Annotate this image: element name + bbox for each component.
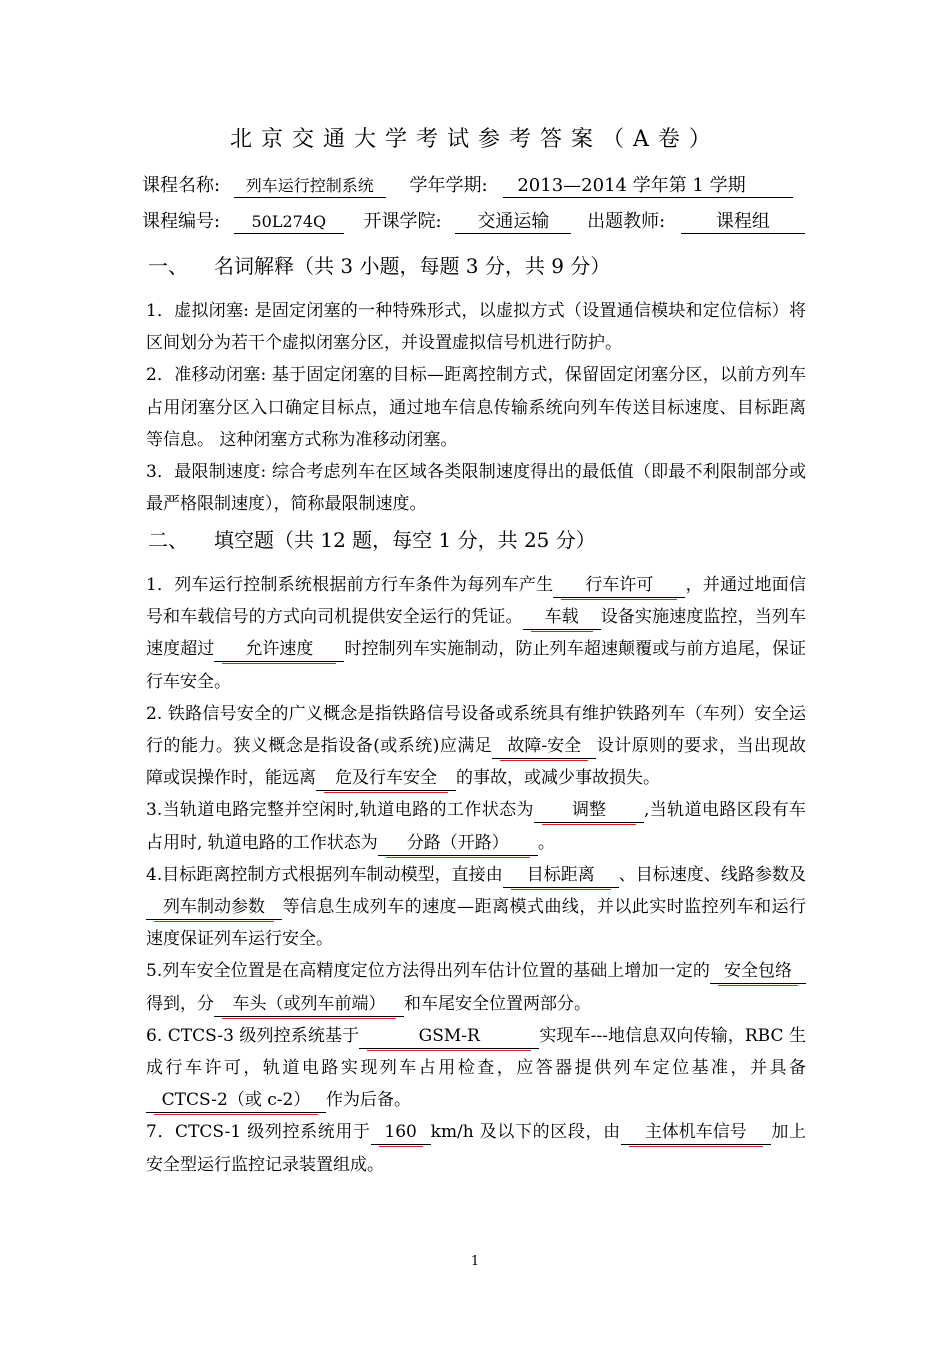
answer-blank: 分路（开路）	[378, 831, 538, 856]
page-title: 北京交通大学考试参考答案（A卷）	[230, 127, 720, 152]
page-number: 1	[470, 1254, 480, 1269]
answer-blank: 车头（或列车前端）	[214, 992, 404, 1017]
section-2-body	[146, 569, 806, 1181]
course-code-label: 课程编号:	[142, 211, 221, 232]
section-1-title: 名词解释（共 3 小题，每题 3 分，共 9 分）	[214, 254, 611, 278]
fill-question-1: 1．列车运行控制系统根据前方行车条件为每列车产生 行车许可 ，并通过地面信号和车载信号的方式向司机提供安全运行的凭证。 车载 设备实施速度监控，当列车速度超过 允许速度 时控制列车实施制动，防止列车超速颠覆或与前方追尾，保证行车安全。	[146, 575, 807, 692]
section-1-heading	[148, 250, 610, 279]
section-2-heading	[148, 524, 596, 553]
answer-blank: 160	[371, 1120, 431, 1145]
section-1-number: 一、	[148, 254, 188, 278]
answer-blank: 安全包络	[710, 959, 806, 984]
answer-blank: 允许速度	[214, 637, 344, 662]
course-code-value: 50L274Q	[234, 211, 344, 234]
term-label: 学年学期:	[409, 175, 488, 196]
section-1-body	[146, 295, 806, 520]
fill-question-3: 3.当轨道电路完整并空闲时,轨道电路的工作状态为 调整 ,当轨道电路区段有车占用时, 轨道电路的工作状态为 分路（开路） 。	[146, 794, 806, 858]
answer-blank: 主体机车信号	[621, 1120, 771, 1145]
college-label: 开课学院:	[363, 211, 442, 232]
fill-question-4: 4.目标距离控制方式根据列车制动模型，直接由 目标距离 、目标速度、线路参数及列车制动参数 等信息生成列车的速度—距离模式曲线，并以此实时监控列车和运行速度保证列车运行安全。	[146, 864, 806, 950]
college-value: 交通运输	[455, 211, 571, 234]
teacher-label: 出题教师:	[587, 211, 666, 232]
definition-item: 3．最限制速度: 综合考虑列车在区域各类限制速度得出的最低值（即最不利限制部分或最严格限制速度），简称最限制速度。	[146, 462, 806, 515]
answer-blank: CTCS-2（或 c-2）	[146, 1088, 326, 1113]
answer-blank: 危及行车安全	[316, 766, 456, 791]
section-2-number: 二、	[148, 528, 188, 552]
meta-row-1	[142, 173, 822, 199]
teacher-value: 课程组	[681, 211, 805, 234]
course-name-value: 列车运行控制系统	[234, 175, 386, 198]
answer-blank: 行车许可	[553, 573, 685, 598]
answer-blank: 列车制动参数	[146, 895, 282, 920]
answer-blank: 调整	[534, 798, 644, 823]
definition-item: 1．虚拟闭塞: 是固定闭塞的一种特殊形式，以虚拟方式（设置通信模块和定位信标）将区间划分为若干个虚拟闭塞分区，并设置虚拟信号机进行防护。	[146, 301, 806, 354]
fill-question-6: 6. CTCS-3 级列控系统基于 GSM-R 实现车---地信息双向传输，RBC 生成行车许可，轨道电路实现列车占用检查，应答器提供列车定位基准，并具备CTCS-2（或 c-2） 作为后备。	[146, 1020, 806, 1117]
answer-blank: 车载	[523, 605, 601, 630]
definition-item: 2．准移动闭塞: 基于固定闭塞的目标—距离控制方式，保留固定闭塞分区，以前方列车占用闭塞分区入口确定目标点，通过地车信息传输系统向列车传送目标速度、目标距离等信息。 这种闭塞方式称为准移动闭塞。	[146, 365, 806, 450]
course-name-label: 课程名称:	[142, 175, 221, 196]
section-2-title: 填空题（共 12 题，每空 1 分，共 25 分）	[214, 528, 596, 552]
fill-question-2: 2. 铁路信号安全的广义概念是指铁路信号设备或系统具有维护铁路列车（车列）安全运行的能力。狭义概念是指设备(或系统)应满足 故障-安全 设计原则的要求，当出现故障或误操作时，能远离 危及行车安全 的事故，或减少事故损失。	[146, 698, 806, 795]
fill-question-7: 7．CTCS-1 级列控系统用于 160 km/h 及以下的区段，由 主体机车信号 加上安全型运行监控记录装置组成。	[146, 1122, 806, 1175]
fill-question-5: 5.列车安全位置是在高精度定位方法得出列车估计位置的基础上增加一定的 安全包络得到，分 车头（或列车前端） 和车尾安全位置两部分。	[146, 955, 806, 1019]
answer-blank: 故障-安全	[492, 734, 596, 759]
meta-row-2	[142, 209, 822, 235]
answer-blank: 目标距离	[503, 863, 619, 888]
answer-blank: GSM-R	[359, 1024, 539, 1049]
term-value: 2013—2014 学年第 1 学期	[503, 175, 793, 198]
